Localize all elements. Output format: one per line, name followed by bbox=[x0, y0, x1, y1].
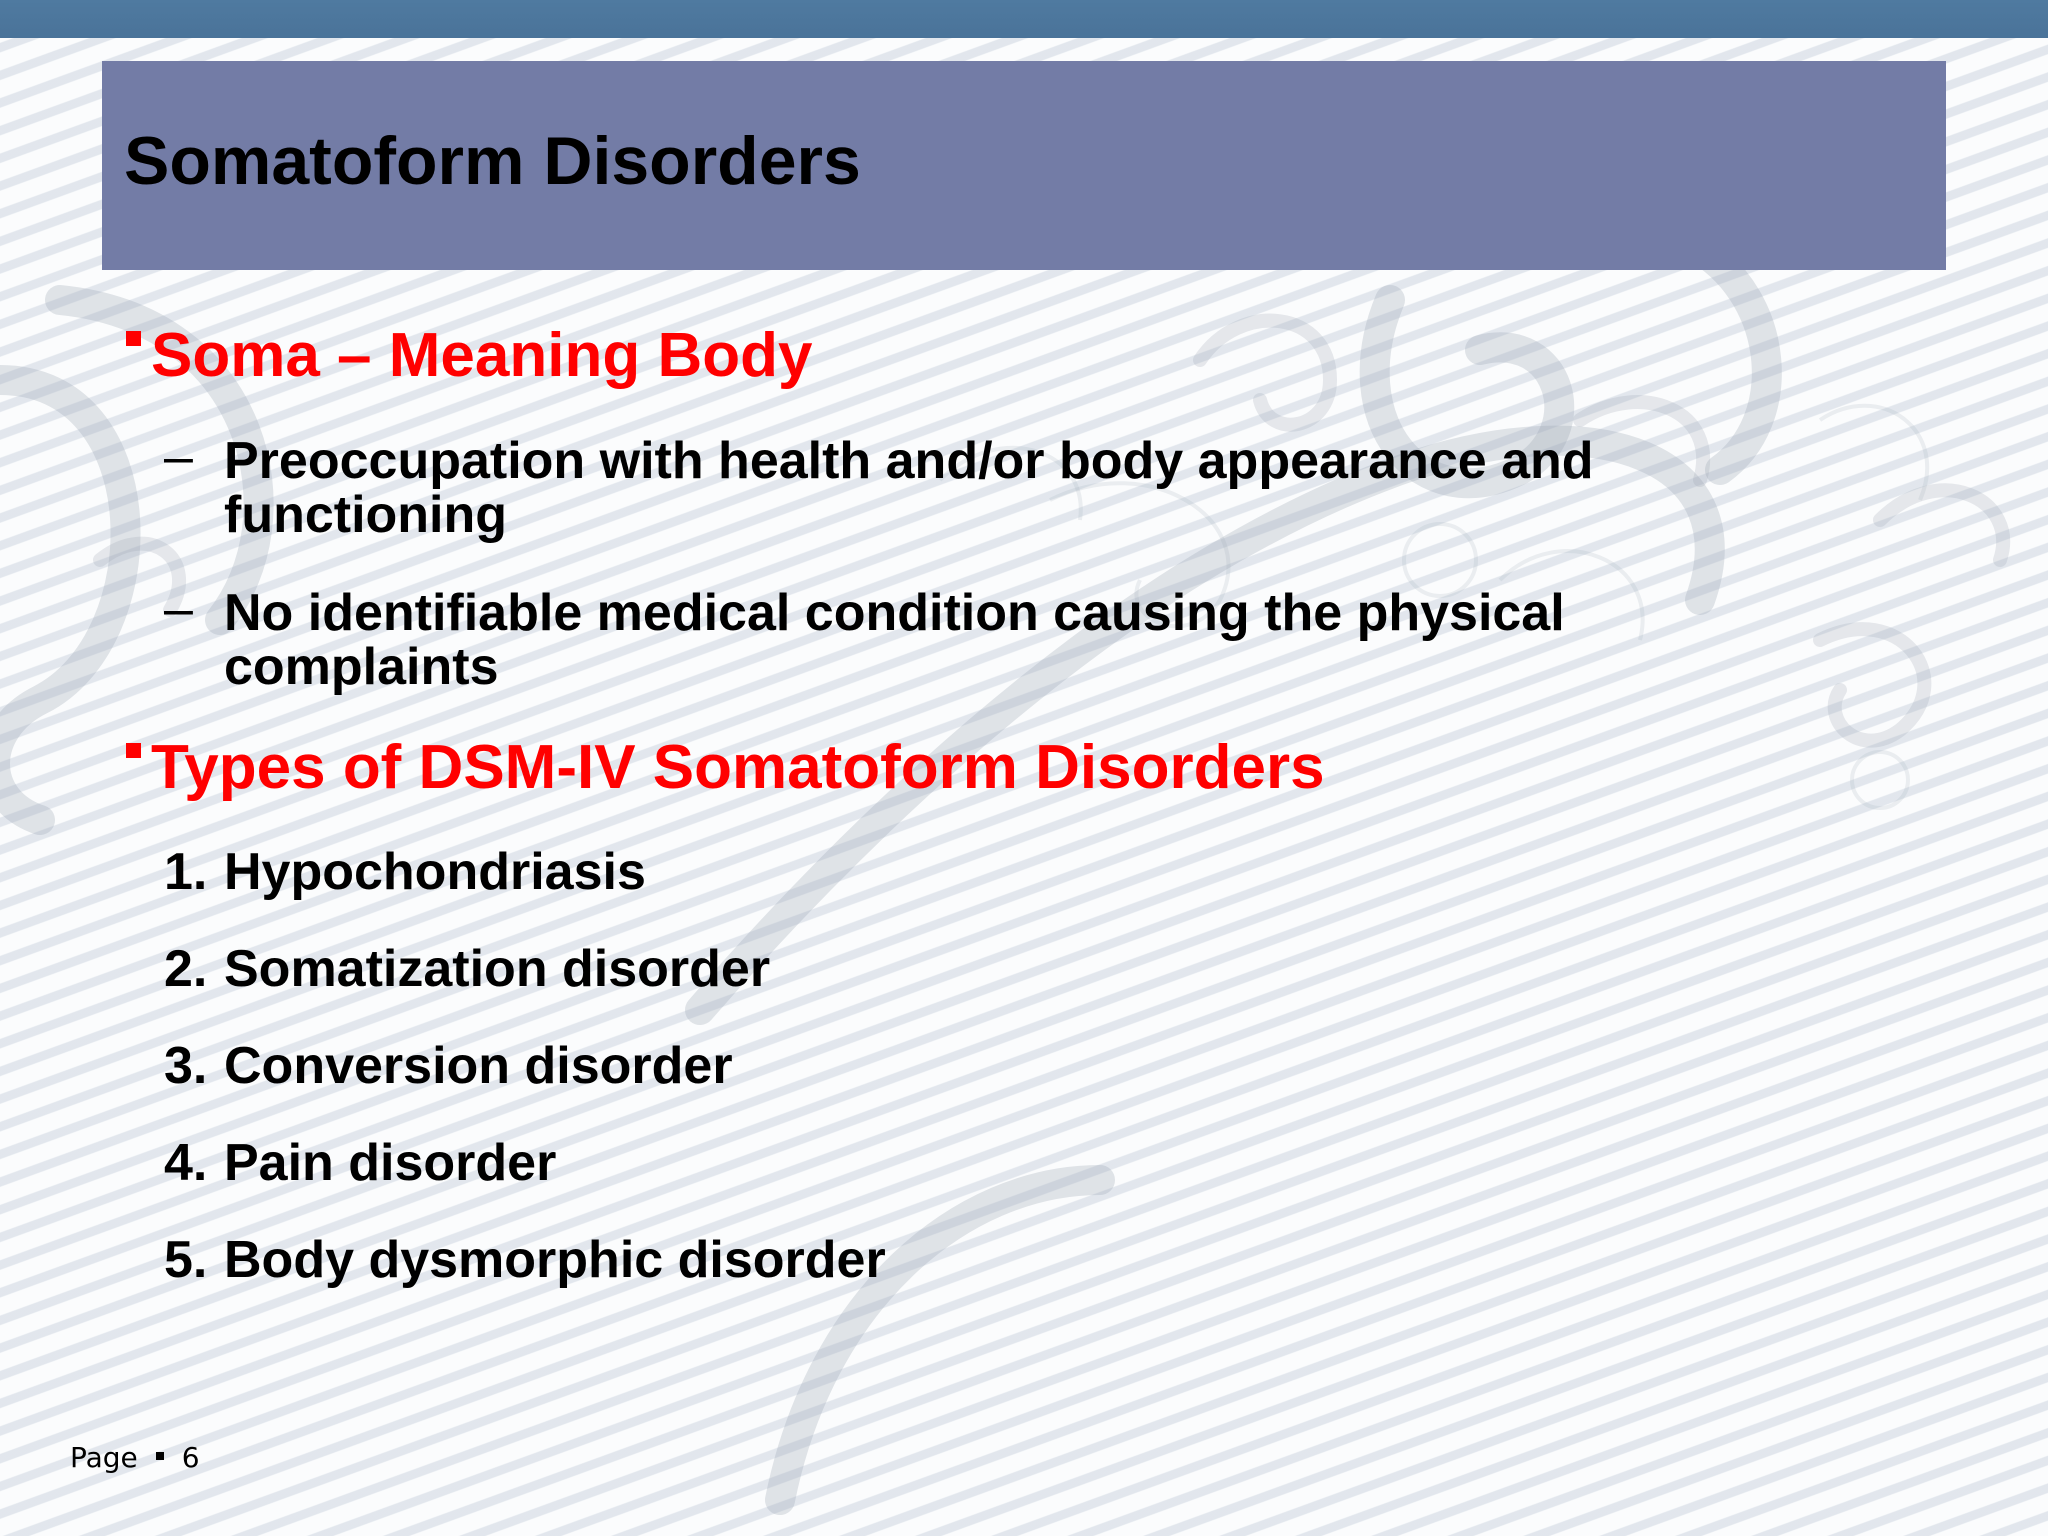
numbered-item bbox=[164, 1037, 733, 1095]
page-number: 6 bbox=[181, 1441, 200, 1474]
list-item-text: No identifiable medical condition causing the physical complaints bbox=[224, 584, 1565, 696]
numbered-item bbox=[164, 843, 646, 901]
list-item bbox=[164, 428, 1784, 544]
numbered-item-text: Conversion disorder bbox=[224, 1037, 733, 1095]
section-heading-text: Soma – Meaning Body bbox=[151, 321, 813, 390]
list-item-text: Preoccupation with health and/or body appearance and functioning bbox=[224, 432, 1594, 544]
numbered-item bbox=[164, 1134, 557, 1192]
section-heading-soma bbox=[126, 321, 813, 390]
section-heading-types bbox=[126, 733, 1325, 802]
section-heading-text: Types of DSM-IV Somatoform Disorders bbox=[151, 733, 1325, 802]
list-item bbox=[164, 580, 1784, 696]
numbered-item-text: Hypochondriasis bbox=[224, 843, 646, 901]
numbered-item bbox=[164, 1231, 886, 1289]
square-bullet-icon bbox=[126, 743, 141, 758]
item-number: 2. bbox=[164, 940, 208, 998]
item-number: 5. bbox=[164, 1231, 208, 1289]
numbered-item-text: Somatization disorder bbox=[224, 940, 771, 998]
page-footer bbox=[70, 1441, 200, 1474]
dash-bullet: – bbox=[164, 428, 193, 486]
slide-title: Somatoform Disorders bbox=[124, 123, 861, 199]
item-number: 3. bbox=[164, 1037, 208, 1095]
page-label: Page bbox=[70, 1441, 138, 1474]
numbered-item-text: Body dysmorphic disorder bbox=[224, 1231, 886, 1289]
item-number: 4. bbox=[164, 1134, 208, 1192]
separator-square-icon bbox=[156, 1452, 164, 1460]
numbered-item bbox=[164, 940, 771, 998]
item-number: 1. bbox=[164, 843, 208, 901]
square-bullet-icon bbox=[126, 331, 141, 346]
numbered-item-text: Pain disorder bbox=[224, 1134, 557, 1192]
dash-bullet: – bbox=[164, 580, 193, 638]
